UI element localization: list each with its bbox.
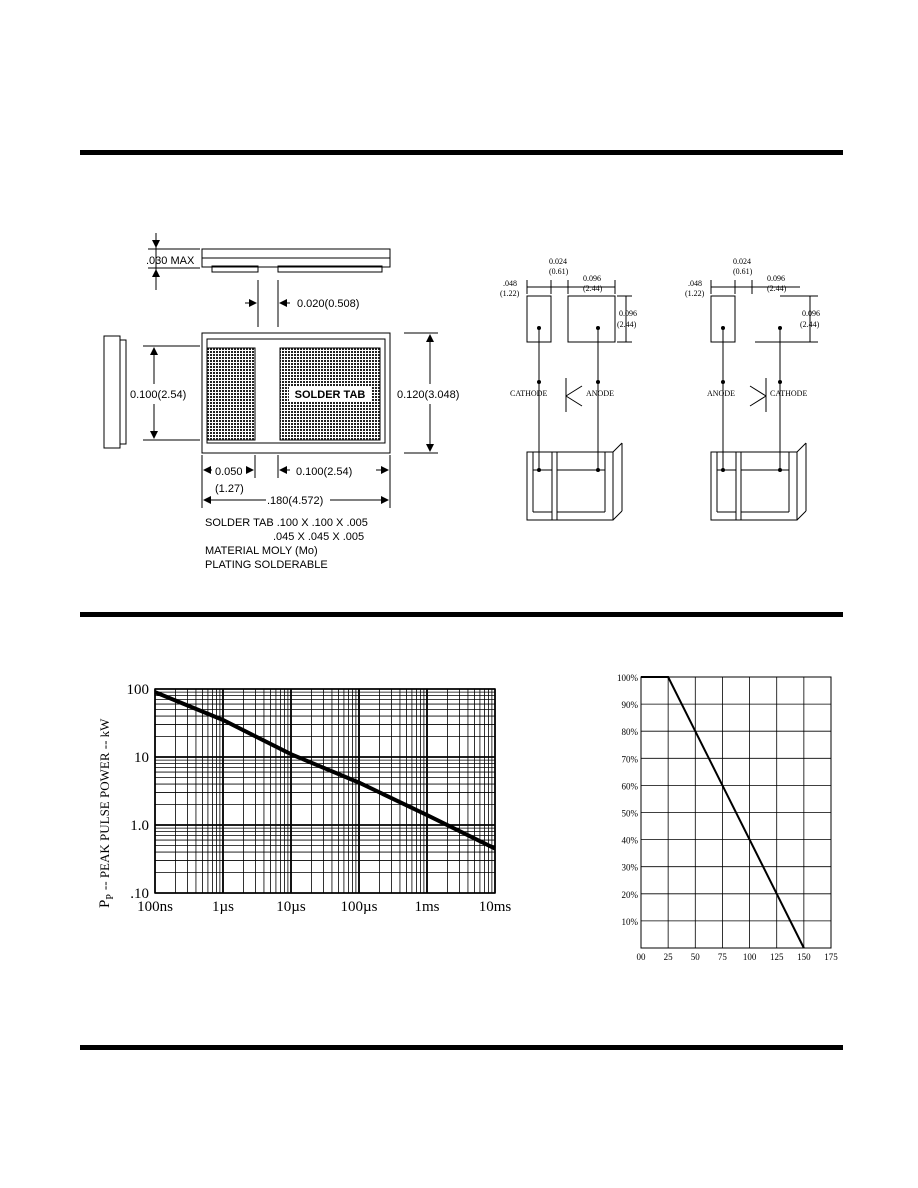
note-plating: PLATING SOLDERABLE	[205, 559, 328, 571]
chart2-y-tick-label: 30%	[621, 862, 638, 873]
chart1-y-tick-label: 10	[134, 750, 149, 766]
package-outline-drawing	[104, 233, 459, 571]
pin-label-anode-right: ANODE	[707, 389, 735, 398]
dim-096-right: 0.096	[767, 274, 785, 283]
outer-height-label: 0.120(3.048)	[397, 389, 460, 401]
thickness-label: .030 MAX	[146, 255, 195, 267]
chart2-x-tick-label: 150	[797, 952, 811, 962]
chart2-y-tick-label: 70%	[621, 754, 638, 765]
dim-048: .048	[503, 279, 517, 288]
height-label: 0.100(2.54)	[130, 389, 187, 401]
chart1-y-tick-label: .10	[130, 886, 149, 902]
dim-048-right: .048	[688, 279, 702, 288]
dim-024-mm-right: (0.61)	[733, 267, 753, 276]
derating-chart	[617, 673, 838, 962]
chart2-x-tick-label: 175	[824, 952, 838, 962]
chart2-x-ticks	[637, 952, 839, 962]
gap-label: 0.020(0.508)	[297, 298, 360, 310]
chart2-x-tick-label: 25	[663, 952, 673, 962]
dim-096: 0.096	[583, 274, 601, 283]
chart1-y-axis-label: $P_P--$ PEAK PULSE POWER -- kW	[97, 718, 116, 908]
note-material: MATERIAL MOLY (Mo)	[205, 545, 318, 557]
pin-label-cathode-right: CATHODE	[770, 389, 808, 398]
tab-width-label: 0.100(2.54)	[296, 466, 353, 478]
pad-large	[568, 296, 615, 342]
pin-label-anode: ANODE	[586, 389, 614, 398]
chart2-y-tick-label: 60%	[621, 781, 638, 792]
chart2-x-tick-label: 50	[690, 952, 700, 962]
chart1-y-tick-label: 100	[126, 682, 149, 698]
chart1-y-ticks	[127, 682, 150, 902]
chart1-x-ticks	[137, 899, 511, 915]
dim-048-mm-right: (1.22)	[685, 289, 705, 298]
chart1-x-tick-label: 100µs	[340, 899, 378, 915]
chart2-x-tick-label: 75	[717, 952, 727, 962]
pinout-diagram-left	[500, 257, 637, 520]
chart2-y-tick-label: 90%	[621, 700, 638, 711]
note-solder-tab-2: .045 X .045 X .005	[273, 531, 365, 543]
solder-tab-label: SOLDER TAB	[294, 389, 366, 401]
pin-label-cathode: CATHODE	[510, 389, 548, 398]
solder-tab-small	[207, 348, 255, 440]
dim-096-vertical: 0.096	[619, 309, 637, 318]
chart2-y-tick-label: 80%	[621, 727, 638, 738]
chart1-x-tick-label: 10ms	[478, 899, 512, 915]
chart2-y-tick-label: 50%	[621, 808, 638, 819]
chart2-y-tick-label: 20%	[621, 889, 638, 900]
dim-096-vertical-mm-right: (2.44)	[800, 320, 820, 329]
chart1-y-tick-label: 1.0	[130, 818, 149, 834]
dim-096-vertical-right: 0.096	[802, 309, 820, 318]
chart1-frame	[155, 689, 495, 893]
chart2-y-tick-label: 10%	[621, 916, 638, 927]
pinout-diagram-right	[685, 257, 820, 520]
chart1-grid	[155, 689, 495, 893]
dim-024-right: 0.024	[733, 257, 751, 266]
chart2-y-ticks	[617, 673, 639, 927]
chart1-x-tick-label: 1ms	[414, 899, 440, 915]
small-width-label: 0.050	[215, 466, 243, 478]
chart2-y-tick-label: 40%	[621, 835, 638, 846]
note-solder-tab-1: SOLDER TAB .100 X .100 X .005	[205, 517, 368, 529]
chip-3d-view	[527, 443, 622, 520]
dim-048-mm: (1.22)	[500, 289, 520, 298]
dim-096-mm-right: (2.44)	[767, 284, 787, 293]
peak-pulse-power-chart	[97, 682, 511, 915]
small-width-mm: (1.27)	[215, 483, 244, 495]
total-width-label: .180(4.572)	[267, 495, 324, 507]
chart1-x-tick-label: 1µs	[212, 899, 234, 915]
chart2-x-tick-label: 100	[742, 952, 757, 962]
chart2-y-tick-label: 100%	[617, 673, 638, 683]
chart2-x-tick-label: 125	[769, 952, 784, 962]
chart1-x-tick-label: 100ns	[137, 899, 173, 915]
dim-024: 0.024	[549, 257, 567, 266]
chip-3d-view-right	[711, 443, 806, 520]
dim-096-vertical-mm: (2.44)	[617, 320, 637, 329]
dim-024-mm: (0.61)	[549, 267, 569, 276]
package-edge-view	[104, 336, 120, 448]
dim-096-mm: (2.44)	[583, 284, 603, 293]
chart2-x-tick-label: 00	[636, 952, 646, 962]
chart1-x-tick-label: 10µs	[276, 899, 306, 915]
